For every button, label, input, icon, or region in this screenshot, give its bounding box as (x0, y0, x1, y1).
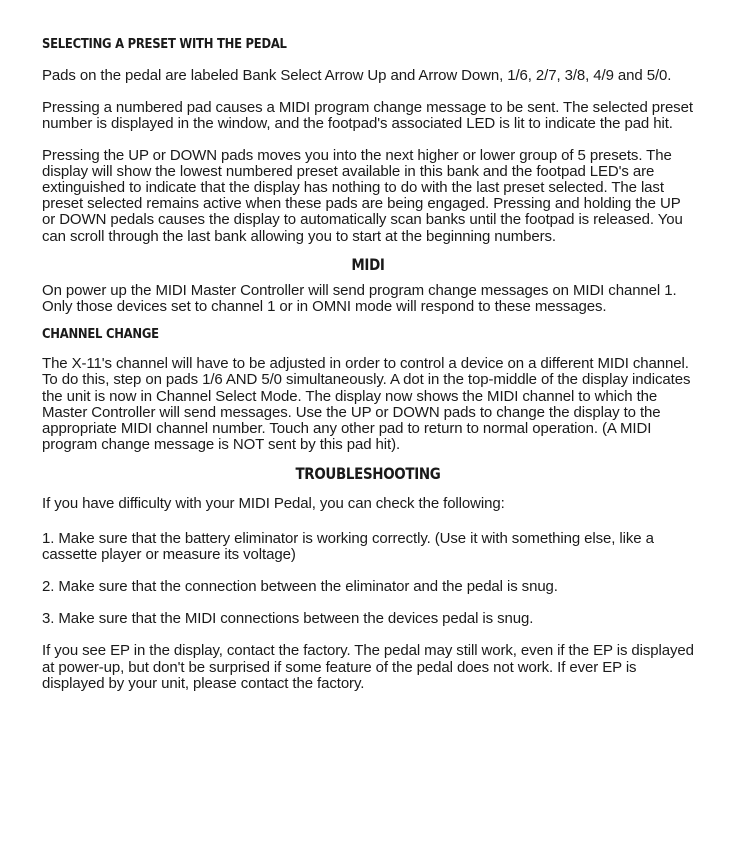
heading-midi: MIDI (351, 254, 385, 274)
paragraph-midi-power-up: On power up the MIDI Master Controller will send program change messages on MIDI channel 1. Only those devices set to channel 1 or in OMNI mode will respond to these messages. (42, 281, 677, 316)
paragraph-troubleshooting-intro: If you have difficulty with your MIDI Pedal, you can check the following: (42, 495, 505, 513)
list-item-battery-eliminator: 1. Make sure that the battery eliminator is working correctly. (Use it with something else, like a cassette player or measure its voltage) (42, 529, 654, 563)
paragraph-ep-display: If you see EP in the display, contact the factory. The pedal may still work, even if the EP is displayed at power-up, but don't be surprised if some feature of the pedal does not work. If ever EP is displayed by your unit, please contact the factory. (42, 642, 694, 692)
paragraph-pad-labels: Pads on the pedal are labeled Bank Select Arrow Up and Arrow Down, 1/6, 2/7, 3/8, 4/9 and 5/0. (42, 67, 672, 84)
heading-troubleshooting: TROUBLESHOOTING (295, 464, 441, 484)
paragraph-up-down-pads: Pressing the UP or DOWN pads moves you into the next higher or lower group of 5 presets. The display will show the lowest numbered preset available in this bank and the footpad LED's are extinguished to indicate that the display has nothing to do with the last preset selected. The last preset selected remains active when these pads are being engaged. Pressing and holding the UP or DOWN pedals causes the display to automatically scan banks until the footpad is released. You can scroll through the last bank allowing you to start at the beginning numbers. (42, 146, 683, 245)
list-item-midi-connections: 3. Make sure that the MIDI connections between the devices pedal is snug. (42, 610, 534, 628)
manual-page (42, 30, 694, 692)
paragraph-numbered-pad: Pressing a numbered pad causes a MIDI program change message to be sent. The selected preset number is displayed in the window, and the footpad's associated LED is lit to indicate the pad hit. (42, 99, 693, 133)
paragraph-channel-change: The X-11's channel will have to be adjusted in order to control a device on a different MIDI channel. To do this, step on pads 1/6 AND 5/0 simultaneously. A dot in the top-middle of the display indicates the unit is now in Channel Select Mode. The display now shows the MIDI channel to which the Master Controller will send messages. Use the UP or DOWN pads to change the display to the appropriate MIDI channel number. Touch any other pad to return to normal operation. (A MIDI program change message is NOT sent by this pad hit). (42, 355, 691, 454)
heading-channel-change: CHANNEL CHANGE (42, 326, 159, 343)
heading-selecting-preset: SELECTING A PRESET WITH THE PEDAL (42, 36, 287, 52)
list-item-eliminator-connection: 2. Make sure that the connection between the eliminator and the pedal is snug. (42, 578, 558, 596)
